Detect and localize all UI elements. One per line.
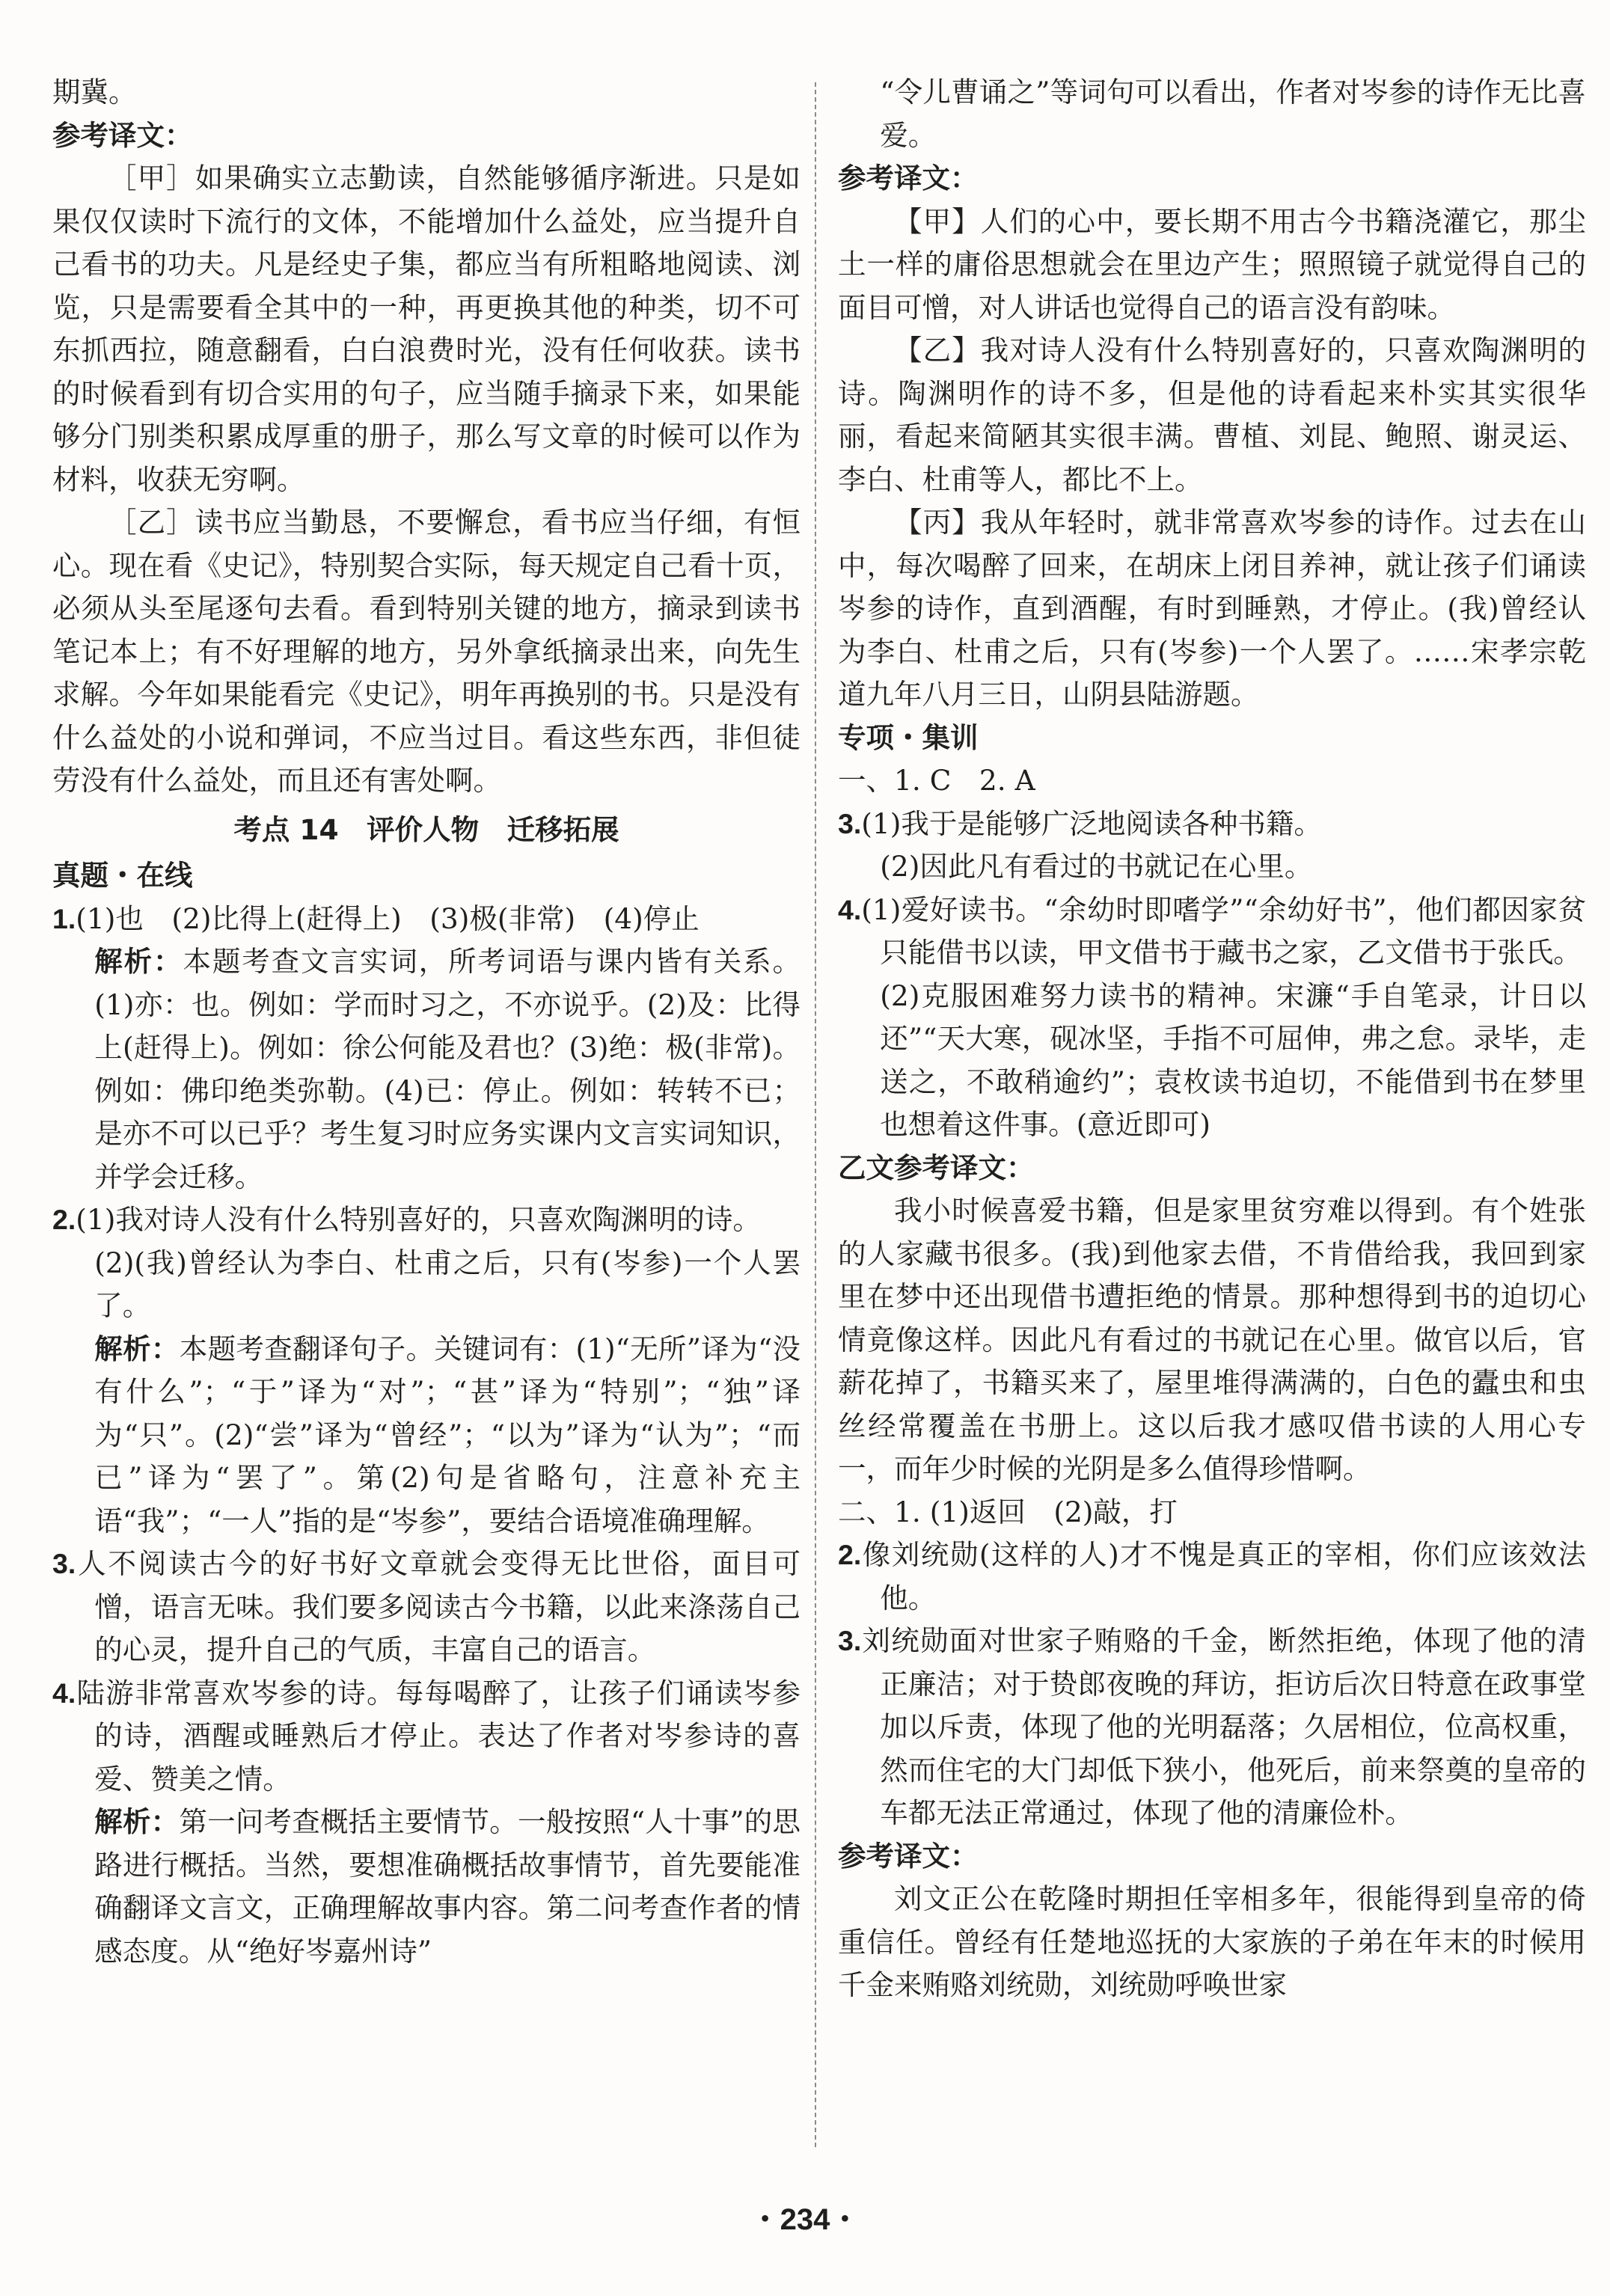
exercise-3-line-2: (2)因此凡有看过的书就记在心里。: [880, 850, 1313, 883]
answer-text: (1)我于是能够广泛地阅读各种书籍。: [861, 806, 1322, 840]
analysis-text: 本题考查翻译句子。关键词有：(1)“无所”译为“没有什么”；“于”译为“对”；“甚”译为“特别”；“独”译为“只”。(2)“尝”译为“曾经”；“以为”译为“认为”；“而已”译为“罢了”。第(2)句是省略句，注意补充主语“我”；“一人”指的是“岑参”，要结合语境准确理解。: [94, 1332, 801, 1537]
question-2-line-2: (2)(我)曾经认为李白、杜甫之后，只有(岑参)一个人罢了。: [94, 1246, 801, 1322]
answer-text: (1)爱好读书。“余幼时即嗜学”“余幼好书”，他们都因家贫只能借书以读，甲文借书于藏书之家，乙文借书于张氏。: [861, 893, 1586, 969]
question-4: [52, 1672, 801, 1801]
part-2-answer-1: 二、1. (1)返回 (2)敲，打: [838, 1495, 1178, 1528]
exercise-4-line-2: (2)克服困难努力读书的精神。宋濂“手自笔录，计日以还”“天大寒，砚冰坚，手指不可屈伸，弗之怠。录毕，走送之，不敢稍逾约”；袁枚读书迫切，不能借到书在梦里也想着这件事。(意近即可): [880, 979, 1586, 1141]
analysis-text: 本题考查文言实词，所考词语与课内皆有关系。(1)亦：也。例如：学而时习之，不亦说乎。(2)及：比得上(赶得上)。例如：徐公何能及君也？(3)绝：极(非常)。例如：佛印绝类弥勒。(4)已：停止。例如：转转不已；是亦不可以已乎？考生复习时应务实课内文言实词知识，并学会迁移。: [94, 945, 801, 1193]
reference-translation-label: 参考译文：: [838, 162, 979, 195]
question-3: [52, 1543, 801, 1672]
question-number: 4.: [838, 893, 862, 925]
translation-paragraph-yi: 【乙】我对诗人没有什么特别喜好的，只喜欢陶渊明的诗。陶渊明作的诗不多，但是他的诗看起来朴实其实很华丽，看起来简陋其实很丰满。曹植、刘昆、鲍照、谢灵运、李白、杜甫等人，都比不上。: [838, 334, 1586, 496]
answer-text: (1)也 (2)比得上(赶得上) (3)极(非常) (4)停止: [76, 901, 700, 935]
translation-paragraph-yi: ［乙］读书应当勤恳，不要懈怠，看书应当仔细，有恒心。现在看《史记》，特别契合实际，每天规定自己看十页，必须从头至尾逐句去看。看到特别关键的地方，摘录到读书笔记本上；有不好理解的地方，另外拿纸摘录出来，向先生求解。今年如果能看完《史记》，明年再换别的书。只是没有什么益处的小说和弹词，不应当过目。看这些东西，非但徒劳没有什么益处，而且还有害处啊。: [52, 506, 801, 797]
exercise-1-answers: 一、1. C 2. A: [838, 764, 1035, 797]
question-2: [52, 1198, 801, 1242]
answer-text: 人不阅读古今的好书好文章就会变得无比世俗，面目可憎，语言无味。我们要多阅读古今书籍，以此来涤荡自己的心灵，提升自己的气质，丰富自己的语言。: [76, 1547, 801, 1666]
analysis-label: 解析：: [94, 945, 183, 978]
reference-translation-label: 参考译文：: [52, 118, 193, 152]
yiwen-translation-label: 乙文参考译文：: [838, 1151, 1035, 1184]
right-column: [838, 71, 1586, 2007]
question-number: 3.: [838, 1625, 862, 1656]
page-number: ・234・: [750, 2203, 860, 2236]
answer-text: 刘统勋面对世家子贿赂的千金，断然拒绝，体现了他的清正廉洁；对于贽郎夜晚的拜访，拒访后次日特意在政事堂加以斥责，体现了他的光明磊落；久居相位，位高权重，然而住宅的大门却低下狭小，他死后，前来祭奠的皇帝的车都无法正常通过，体现了他的清廉俭朴。: [861, 1624, 1586, 1829]
question-number: 3.: [838, 807, 862, 839]
top-line: 期冀。: [52, 76, 137, 108]
zhuanxiang-heading: 专项・集训: [838, 720, 979, 754]
analysis-label: 解析：: [94, 1805, 180, 1838]
question-number: 4.: [52, 1677, 76, 1709]
question-1: [52, 898, 801, 941]
question-number: 2.: [838, 1539, 862, 1570]
reference-translation-label: 参考译文：: [838, 1839, 979, 1873]
continued-analysis: “令儿曹诵之”等词句可以看出，作者对岑参的诗作无比喜爱。: [880, 76, 1586, 152]
answer-text: 像刘统勋(这样的人)才不愧是真正的宰相，你们应该效法他。: [861, 1538, 1586, 1614]
answer-text: (1)我对诗人没有什么特别喜好的，只喜欢陶渊明的诗。: [76, 1203, 761, 1236]
translation-paragraph-bing: 【丙】我从年轻时，就非常喜欢岑参的诗作。过去在山中，每次喝醉了回来，在胡床上闭目养神，就让孩子们诵读岑参的诗作，直到酒醒，有时到睡熟，才停止。(我)曾经认为李白、杜甫之后，只有(岑参)一个人罢了。……宋孝宗乾道九年八月三日，山阴县陆游题。: [838, 506, 1586, 711]
section-title: 考点 14 评价人物 迁移拓展: [233, 812, 619, 846]
yiwen-translation-text: 我小时候喜爱书籍，但是家里贫穷难以得到。有个姓张的人家藏书很多。(我)到他家去借，不肯借给我，我回到家里在梦中还出现借书遭拒绝的情景。那种想得到书的迫切心情竟像这样。因此凡有看过的书就记在心里。做官以后，官薪花掉了，书籍买来了，屋里堆得满满的，白色的蠹虫和虫丝经常覆盖在书册上。这以后我才感叹借书读的人用心专一，而年少时候的光阴是多么值得珍惜啊。: [838, 1194, 1586, 1485]
zhenti-heading: 真题・在线: [52, 859, 193, 892]
analysis-label: 解析：: [94, 1332, 180, 1365]
question-2-analysis: [52, 1328, 801, 1543]
translation-paragraph-liu: 刘文正公在乾隆时期担任宰相多年，很能得到皇帝的倚重信任。曾经有任楚地巡抚的大家族的子弟在年末的时候用千金来贿赂刘统勋，刘统勋呼唤世家: [838, 1882, 1586, 2001]
translation-paragraph-jia: 【甲】人们的心中，要长期不用古今书籍浇灌它，那尘土一样的庸俗思想就会在里边产生；照照镜子就觉得自己的面目可憎，对人讲话也觉得自己的语言没有韵味。: [838, 204, 1586, 324]
column-divider: [815, 82, 816, 2147]
exercise-4: [838, 889, 1586, 975]
analysis-text: 第一问考查概括主要情节。一般按照“人十事”的思路进行概括。当然，要想准确概括故事情节，首先要能准确翻译文言文，正确理解故事内容。第二问考查作者的情感态度。从“绝好岑嘉州诗”: [94, 1805, 801, 1968]
question-number: 2.: [52, 1204, 76, 1235]
question-1-analysis: [52, 940, 801, 1198]
left-column: [52, 71, 801, 1973]
part-2-question-2: [838, 1534, 1586, 1620]
question-4-analysis: [52, 1801, 801, 1973]
exercise-3: [838, 803, 1586, 846]
part-2-question-3: [838, 1620, 1586, 1835]
question-number: 1.: [52, 902, 76, 934]
question-number: 3.: [52, 1548, 76, 1579]
translation-paragraph-jia: ［甲］如果确实立志勤读，自然能够循序渐进。只是如果仅仅读时下流行的文体，不能增加什么益处，应当提升自己看书的功夫。凡是经史子集，都应当有所粗略地阅读、浏览，只是需要看全其中的一种，再更换其他的种类，切不可东抓西拉，随意翻看，白白浪费时光，没有任何收获。读书的时候看到有切合实用的句子，应当随手摘录下来，如果能够分门别类积累成厚重的册子，那么写文章的时候可以作为材料，收获无穷啊。: [52, 162, 801, 496]
answer-text: 陆游非常喜欢岑参的诗。每每喝醉了，让孩子们诵读岑参的诗，酒醒或睡熟后才停止。表达了作者对岑参诗的喜爱、赞美之情。: [76, 1676, 801, 1796]
